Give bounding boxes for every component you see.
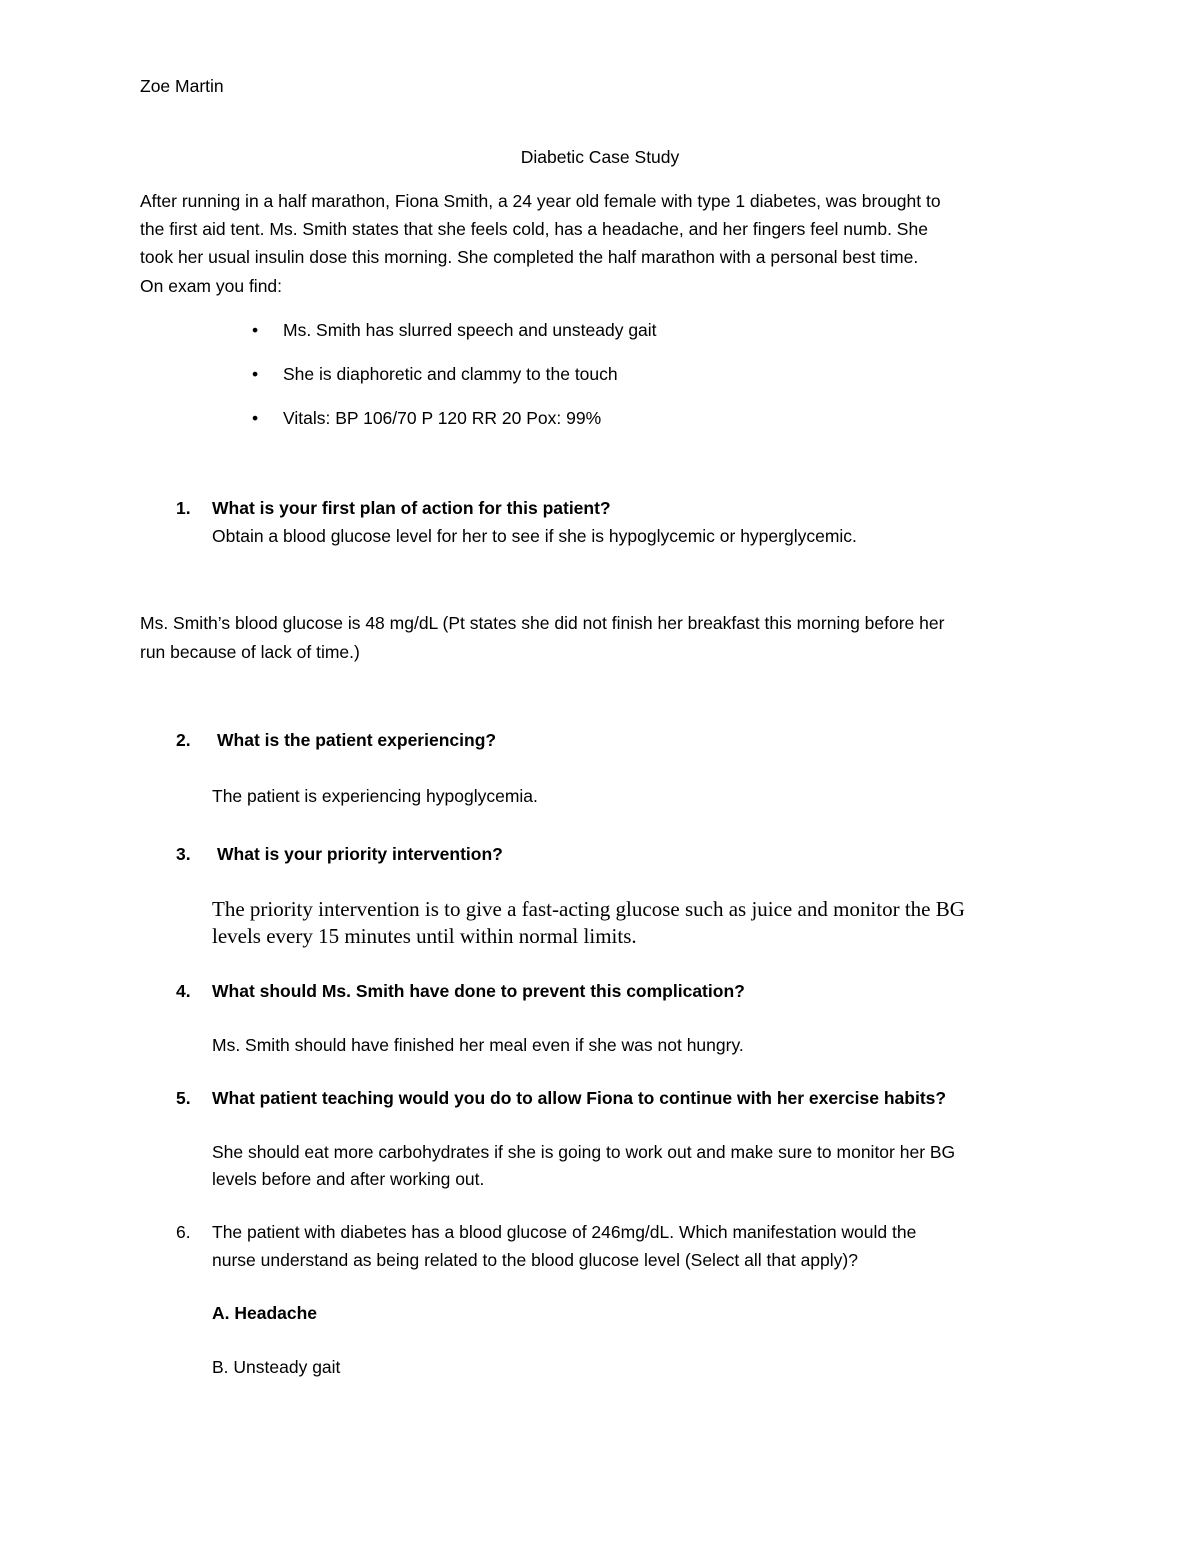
- question-2-text: What is the patient experiencing?: [217, 730, 497, 750]
- question-6-line-2: nurse understand as being related to the blood glucose level (Select all that apply)?: [212, 1250, 858, 1270]
- question-4-text: What should Ms. Smith have done to prevent this complication?: [212, 981, 745, 1001]
- question-3-text: What is your priority intervention?: [217, 844, 503, 864]
- question-6-option-b: B. Unsteady gait: [212, 1357, 341, 1377]
- glucose-note-line-2: run because of lack of time.): [140, 642, 360, 662]
- question-number-2: 2.: [176, 730, 191, 750]
- intro-line-3: took her usual insulin dose this morning. She completed the half marathon with a personal best time.: [140, 247, 919, 267]
- finding-item-1: Ms. Smith has slurred speech and unsteady gait: [283, 320, 657, 340]
- question-number-4: 4.: [176, 981, 191, 1001]
- question-4-answer: Ms. Smith should have finished her meal even if she was not hungry.: [212, 1035, 744, 1055]
- question-number-1: 1.: [176, 498, 191, 518]
- question-5-answer-line-2: levels before and after working out.: [212, 1169, 485, 1189]
- document-title: Diabetic Case Study: [520, 147, 680, 167]
- finding-item-2: She is diaphoretic and clammy to the touch: [283, 364, 618, 384]
- bullet-icon: •: [252, 408, 259, 428]
- question-number-5: 5.: [176, 1088, 191, 1108]
- intro-line-4: On exam you find:: [140, 276, 283, 296]
- intro-line-2: the first aid tent. Ms. Smith states that she feels cold, has a headache, and her fingers feel numb. She: [140, 219, 928, 239]
- question-2-answer: The patient is experiencing hypoglycemia.: [212, 786, 538, 806]
- question-1-text: What is your first plan of action for this patient?: [212, 498, 611, 518]
- question-6-line-1: The patient with diabetes has a blood glucose of 246mg/dL. Which manifestation would the: [212, 1222, 917, 1242]
- intro-line-1: After running in a half marathon, Fiona Smith, a 24 year old female with type 1 diabetes, was brought to: [140, 191, 941, 211]
- bullet-icon: •: [252, 364, 259, 384]
- question-3-answer-line-2: levels every 15 minutes until within normal limits.: [212, 924, 637, 948]
- glucose-note-line-1: Ms. Smith’s blood glucose is 48 mg/dL (Pt states she did not finish her breakfast this morning before her: [140, 613, 945, 633]
- question-3-answer-line-1: The priority intervention is to give a fast-acting glucose such as juice and monitor the BG: [212, 897, 965, 921]
- bullet-icon: •: [252, 320, 259, 340]
- question-5-text: What patient teaching would you do to allow Fiona to continue with her exercise habits?: [212, 1088, 947, 1108]
- finding-item-3: Vitals: BP 106/70 P 120 RR 20 Pox: 99%: [283, 408, 602, 428]
- author-name: Zoe Martin: [140, 76, 224, 96]
- question-number-3: 3.: [176, 844, 191, 864]
- question-6-option-a: A. Headache: [212, 1303, 318, 1323]
- question-1-answer: Obtain a blood glucose level for her to see if she is hypoglycemic or hyperglycemic.: [212, 526, 857, 546]
- question-5-answer-line-1: She should eat more carbohydrates if she is going to work out and make sure to monitor her BG: [212, 1142, 956, 1162]
- question-number-6: 6.: [176, 1222, 191, 1242]
